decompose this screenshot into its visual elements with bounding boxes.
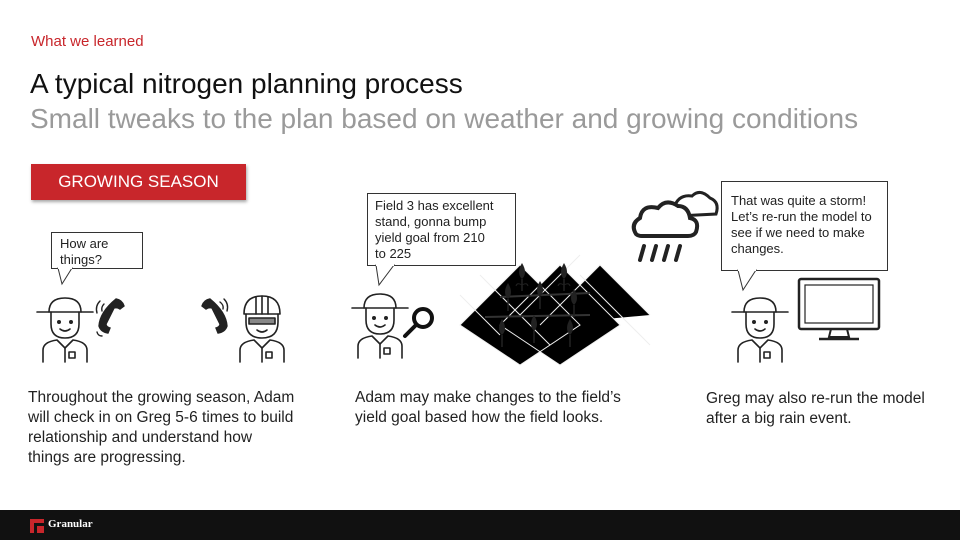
- magnifier-icon: [402, 305, 436, 339]
- farmer-icon: [350, 288, 410, 358]
- season-tag: GROWING SEASON: [31, 164, 246, 200]
- bubble-tail: [738, 270, 762, 292]
- footer-bar: [0, 510, 960, 540]
- caption-line: Adam may make changes to the field’s: [355, 389, 621, 406]
- farmer-icon: [730, 292, 790, 362]
- page-subtitle: Small tweaks to the plan based on weather and growing conditions: [30, 103, 859, 134]
- bubble-line: stand, gonna bump: [375, 214, 487, 229]
- bubble-line: changes.: [731, 241, 784, 256]
- bubble-line: to 225: [375, 246, 412, 261]
- caption-line: Throughout the growing season, Adam: [28, 389, 295, 406]
- bubble-line: That was quite a storm!: [731, 193, 867, 208]
- bubble-line: yield goal from 210: [375, 230, 485, 245]
- bubble-tail: [58, 268, 78, 286]
- footer-brand: Granular: [48, 518, 93, 530]
- caption-line: relationship and understand how: [28, 429, 253, 446]
- bubble-line: Field 3 has excellent: [375, 198, 494, 213]
- caption-line: yield goal based how the field looks.: [355, 409, 604, 426]
- granular-logo-icon: [30, 519, 44, 533]
- phone-ringing-icon: [94, 296, 128, 336]
- bubble-line: Let’s re-run the model to: [731, 209, 872, 224]
- crop-field-icon: [460, 255, 650, 365]
- page-title: A typical nitrogen planning process: [30, 68, 463, 99]
- bubble-tail: [376, 265, 400, 287]
- phone-ringing-icon: [198, 296, 232, 336]
- caption-check-in: [28, 388, 294, 468]
- bubble-text: How are things?: [60, 236, 109, 267]
- section-kicker: What we learned: [31, 33, 144, 50]
- caption-line: after a big rain event.: [706, 410, 852, 427]
- caption-yield-goal: [355, 388, 621, 428]
- caption-line: things are progressing.: [28, 449, 186, 466]
- bubble-line: see if we need to make: [731, 225, 865, 240]
- computer-monitor-icon: [797, 277, 881, 341]
- caption-rerun-model: [706, 389, 925, 429]
- caption-line: Greg may also re-run the model: [706, 390, 925, 407]
- caption-line: will check in on Greg 5-6 times to build: [28, 409, 294, 426]
- speech-bubble-how-are-things: [51, 232, 143, 269]
- storm-cloud-icon: [628, 184, 720, 264]
- speech-bubble-storm: [721, 181, 888, 271]
- worker-helmet-icon: [238, 292, 286, 362]
- farmer-icon: [35, 292, 95, 362]
